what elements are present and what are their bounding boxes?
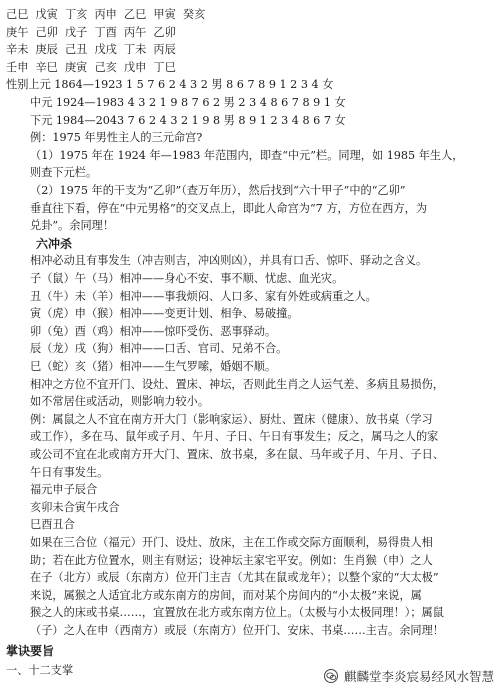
paragraph-line: 或公司不宜在北或南方开大门、置床、放书桌，多在鼠、马年或子月、午月、子日、	[30, 448, 444, 461]
watermark-text: 麒麟堂李炎宸易经风水智慧	[343, 669, 494, 684]
wechat-icon	[324, 668, 340, 684]
ganzhi-row: 己巳 戊寅 丁亥 丙申 乙巳 甲寅 癸亥	[6, 8, 206, 21]
gender-header-row: 性别上元 1864—1923 1 5 7 6 2 4 3 2 男 8 6 7 8 9 1 2 3 4 女	[6, 78, 334, 92]
bottom-heading: 掌诀要旨	[6, 643, 55, 658]
list-item: 辰（龙）戌（狗）相冲——口舌、官司、兄弟不合。	[30, 342, 288, 356]
paragraph-line: 则查下元栏。	[30, 166, 98, 180]
paragraph-line: （1）1975 年在 1924 年—1983 年范围内，即查“中元”栏。同理，如 1985 年生人，	[30, 148, 464, 162]
sanhe-line: 亥卯未合寅午戌合	[30, 500, 120, 514]
sanhe-line: 巳酉丑合	[30, 518, 75, 532]
ganzhi-row: 辛未 庚辰 己丑 戊戌 丁未 丙辰	[6, 43, 176, 57]
list-item: 丑（牛）未（羊）相冲——事我烦闷、人口多、家有外姓或病重之人。	[30, 289, 377, 303]
paragraph-line: （子）之人在申（西南方）或辰（东南方）位开门、安床、书桌……主吉。余同理！	[30, 624, 444, 637]
paragraph-line: （2）1975 年的干支为“乙卯”（查万年历），然后找到“六十甲子”中的“乙卯”	[30, 184, 406, 197]
paragraph-line: 如不常居住或活动，则影响力较小。	[30, 395, 210, 409]
paragraph-line: 猴之人的床或书桌……，宜置放在北方或东南方位上。（太极与小太极同理！）；属鼠	[30, 606, 444, 620]
paragraph-line: 或工作），多在马、鼠年或子月、午月、子日、午日有事发生；反之，属马之人的家	[30, 430, 439, 444]
paragraph-line: 相冲必动且有事发生（冲吉则吉，冲凶则凶），并具有口舌、惊吓、驿动之含义。	[30, 254, 428, 268]
ganzhi-row: 壬申 辛巳 庚寅 己亥 戊申 丁巳	[6, 60, 176, 74]
example-question: 例：1975 年男性主人的三元命宫?	[30, 131, 203, 145]
sanhe-line: 福元申子辰合	[30, 483, 98, 497]
zhongyuan-row: 中元 1924—1983 4 3 2 1 9 8 7 6 2 男 2 3 4 8 6 7 8 9 1 女	[30, 96, 346, 109]
paragraph-line: 助；若在此方位置水，则主有财运；设神坛主家宅平安。例如：生肖猴（申）之人	[30, 553, 433, 567]
list-item: 寅（虎）申（猴）相冲——变更计划、相争、易破撞。	[30, 307, 299, 321]
paragraph-line: 兑卦”。余同理！	[30, 219, 115, 233]
paragraph-line: 例：属鼠之人不宜在南方开大门（影响家运）、厨灶、置床（健康）、放书桌（学习	[30, 412, 433, 426]
list-item: 卯（兔）酉（鸡）相冲——惊吓受伤、恶事驿动。	[30, 324, 277, 338]
paragraph-line: 在子（北方）或辰（东南方）位开门主吉（尤其在鼠或龙年）；以整个家的“大太极”	[30, 571, 439, 585]
wechat-watermark	[324, 667, 494, 685]
paragraph-line: 垂直往下看，停在“中元男格”的交叉点上，即此人命宫为“7 方，方位在西方，为	[30, 201, 428, 215]
paragraph-line: 午日有事发生。	[30, 465, 109, 479]
ganzhi-row: 庚午 己卯 戊子 丁酉 丙午 乙卯	[6, 25, 176, 39]
bottom-list-item: 一、十二支掌	[6, 663, 74, 677]
list-item: 子（鼠）午（马）相冲——身心不安、事不顺、忧虑、血光灾。	[30, 272, 344, 285]
paragraph-line: 来说，属猴之人适宜北方或东南方的房间，而对某个房间内的“小太极”来说，属	[30, 588, 422, 602]
paragraph-line: 如果在三合位（福元）开门、设灶、放床，主在工作或交际方面顺利，易得贵人相	[30, 536, 433, 549]
list-item: 巳（蛇）亥（猪）相冲——生气罗嗦，婚姻不顺。	[30, 360, 277, 373]
paragraph-line: 相冲之方位不宜开门、设灶、置床、神坛，否则此生肖之人运气差、多病且易损伤，	[30, 377, 444, 391]
section-title: 六冲杀	[36, 236, 73, 251]
xiayuan-row: 下元 1984—2043 7 6 2 4 3 2 1 9 8 男 8 9 1 2 3 4 8 6 7 女	[30, 113, 346, 127]
